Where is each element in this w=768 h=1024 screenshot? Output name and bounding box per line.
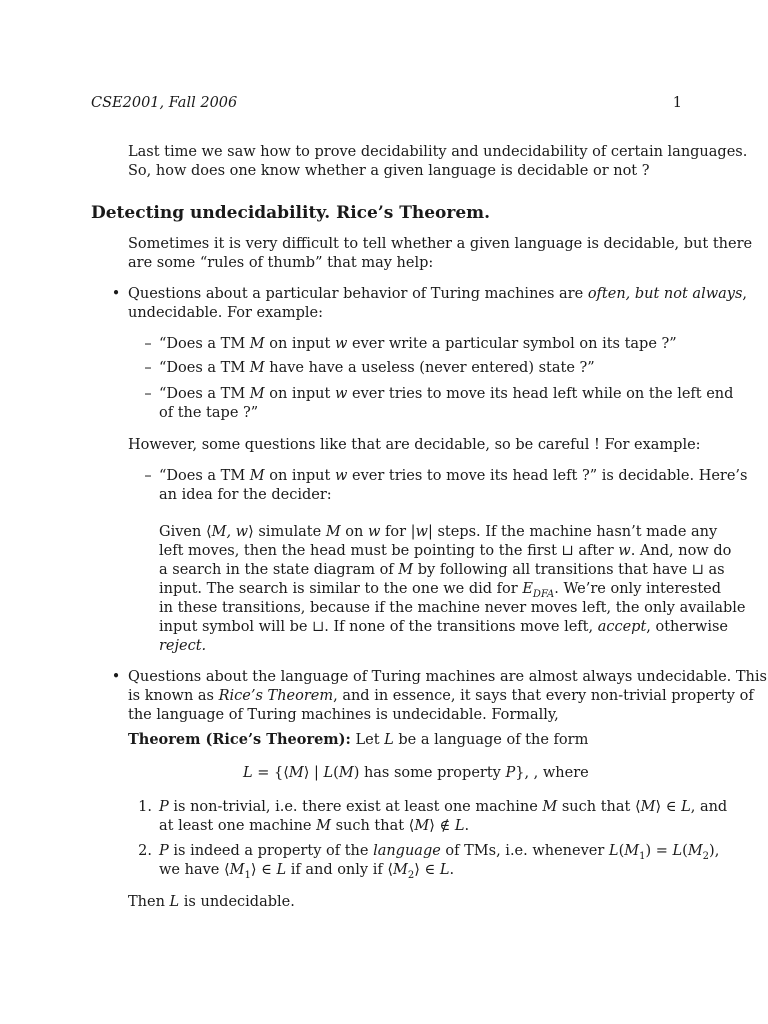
decider-line: input. The search is similar to the one we did for $E_{DFA}$. We’re only interested xyxy=(159,581,722,600)
dash-marker: – xyxy=(144,360,152,376)
condition-number: 2. xyxy=(138,843,152,859)
page-number: 1 xyxy=(672,95,682,111)
example-item: “Does a TM M have have a useless (never entered) state ?” xyxy=(159,360,595,376)
theorem-formula: L = {⟨M⟩ | L(M) has some property P}, , where xyxy=(243,765,589,781)
condition-line: we have $⟨M_1⟩$ ∈ L if and only if $⟨M_2⟩$ ∈ L. xyxy=(159,862,455,881)
bullet-marker: • xyxy=(111,669,121,685)
conclusion-line: Then L is undecidable. xyxy=(128,894,295,910)
section-intro-line: are some “rules of thumb” that may help: xyxy=(128,255,434,271)
intro-line: So, how does one know whether a given language is decidable or not ? xyxy=(128,163,650,179)
decider-line: input symbol will be ⊔. If none of the transitions move left, accept, otherwise xyxy=(159,619,728,635)
running-header-course: CSE2001, Fall 2006 xyxy=(91,95,238,111)
decider-line: Given ⟨M, w⟩ simulate M on w for |w| steps. If the machine hasn’t made any xyxy=(159,524,718,540)
example-item: “Does a TM M on input w ever tries to move its head left while on the left end xyxy=(159,386,734,402)
bullet1-line2: undecidable. For example: xyxy=(128,305,324,321)
dash-marker: – xyxy=(144,336,152,352)
bullet-marker: • xyxy=(111,286,121,302)
decider-line: left moves, then the head must be pointing to the first ⊔ after w. And, now do xyxy=(159,543,732,559)
section-title: Detecting undecidability. Rice’s Theorem. xyxy=(91,203,491,223)
decider-line: a search in the state diagram of M by following all transitions that have ⊔ as xyxy=(159,562,725,578)
decider-line: reject. xyxy=(159,638,207,654)
theorem-label: Theorem (Rice’s Theorem): xyxy=(128,731,351,748)
bullet2-line: the language of Turing machines is undecidable. Formally, xyxy=(128,707,559,723)
condition-line: at least one machine M such that ⟨M⟩ ∉ L. xyxy=(159,818,470,834)
dash-marker: – xyxy=(144,468,152,484)
condition-line: P is indeed a property of the language of TMs, i.e. whenever $L(M_1) = L(M_2)$, xyxy=(159,843,720,862)
decidable-example: “Does a TM M on input w ever tries to move its head left ?” is decidable. Here’s xyxy=(159,468,748,484)
decider-line: in these transitions, because if the machine never moves left, the only available xyxy=(159,600,746,616)
decidable-example-continued: an idea for the decider: xyxy=(159,487,332,503)
condition-number: 1. xyxy=(138,799,152,815)
bullet2-line: Questions about the language of Turing machines are almost always undecidable. This xyxy=(128,669,767,685)
example-item-continued: of the tape ?” xyxy=(159,405,259,421)
section-intro-line: Sometimes it is very difficult to tell whether a given language is decidable, but there xyxy=(128,236,753,252)
condition-line: P is non-trivial, i.e. there exist at least one machine M such that ⟨M⟩ ∈ L, and xyxy=(159,799,728,815)
however-line: However, some questions like that are decidable, so be careful ! For example: xyxy=(128,437,701,453)
intro-line: Last time we saw how to prove decidability and undecidability of certain languages. xyxy=(128,144,748,160)
theorem-statement: Theorem (Rice’s Theorem): Let L be a language of the form xyxy=(128,731,589,748)
bullet1-line1: Questions about a particular behavior of Turing machines are often, but not always, xyxy=(128,286,748,302)
dash-marker: – xyxy=(144,386,152,402)
bullet2-line: is known as Rice’s Theorem, and in essence, it says that every non-trivial property of xyxy=(128,688,754,704)
example-item: “Does a TM M on input w ever write a particular symbol on its tape ?” xyxy=(159,336,677,352)
